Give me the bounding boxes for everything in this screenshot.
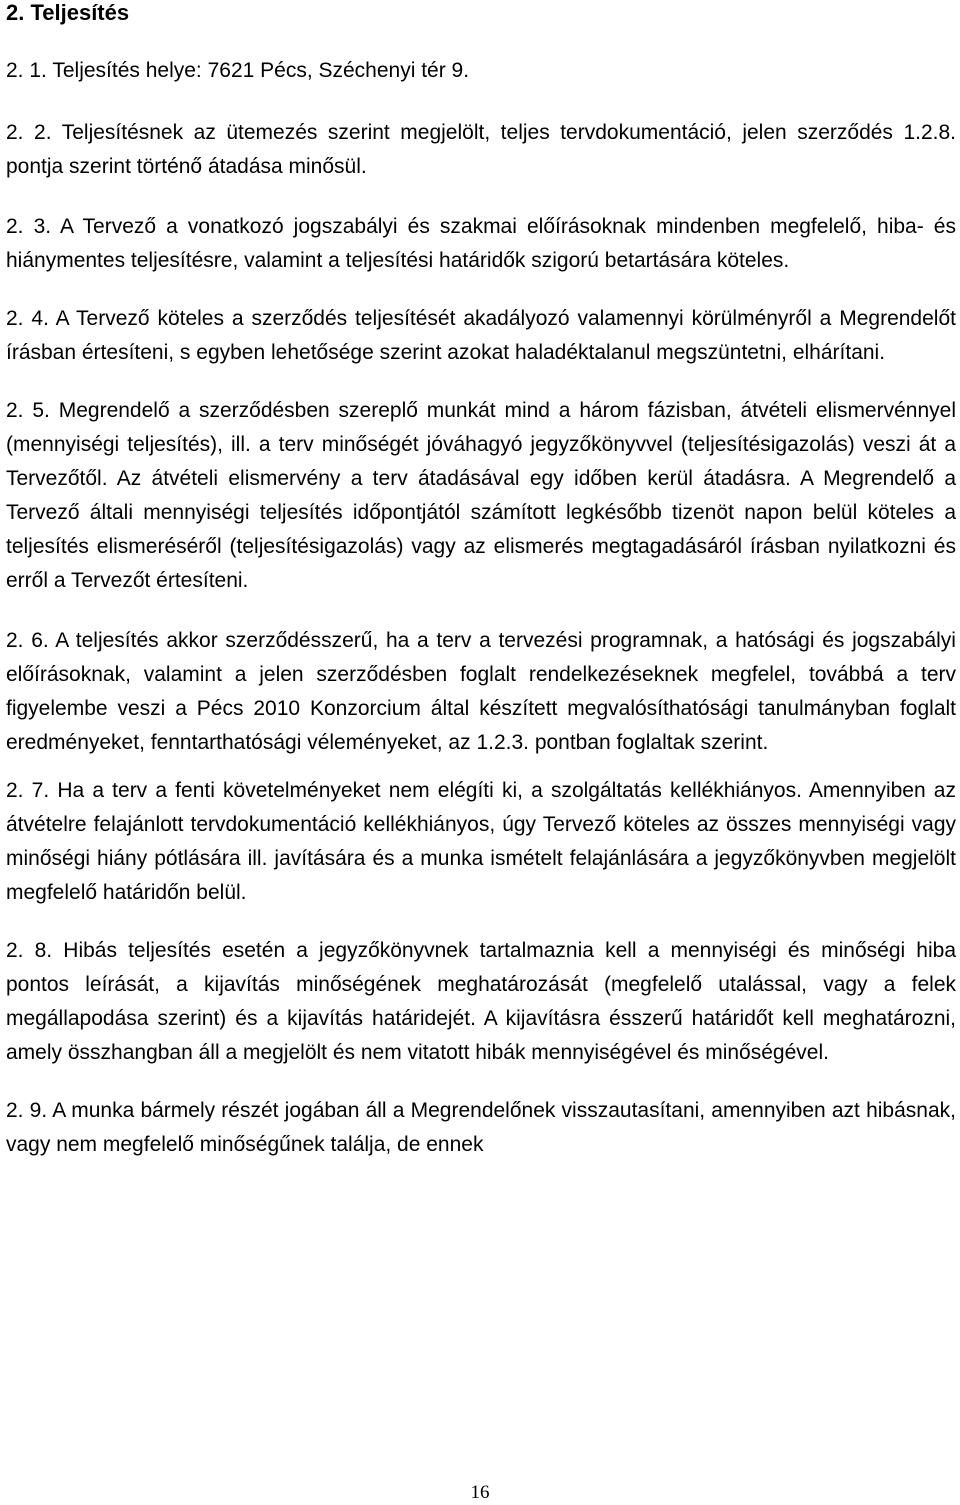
paragraph-2-6 (6, 624, 956, 760)
paragraph-text: Ha a terv a fenti követelményeket nem elégíti ki, a szolgáltatás kellékhiányos. Amennyiben az átvételre felajánlott tervdokumentáció kellékhiányos, úgy Tervező köteles az összes mennyiségi vagy minőségi hiány pótlására ill. javítására és a munka ismételt felajánlására a jegyzőkönyvben megjelölt megfelelő határidőn belül. (6, 779, 956, 904)
paragraph-2-2 (6, 116, 956, 184)
paragraph-text: A munka bármely részét jogában áll a Megrendelőnek visszautasítani, amennyiben azt hibásnak, vagy nem megfelelő minőségűnek találja, de ennek (6, 1099, 956, 1156)
paragraph-2-3 (6, 210, 956, 278)
paragraph-text: A Tervező köteles a szerződés teljesítését akadályozó valamennyi körülményről a Megrendelőt írásban értesíteni, s egyben lehetősége szerint azokat haladéktalanul megszüntetni, elhárítani. (6, 307, 956, 364)
paragraph-text: Teljesítésnek az ütemezés szerint megjelölt, teljes tervdokumentáció, jelen szerződés 1.2.8. pontja szerint történő átadása minősül. (6, 121, 956, 178)
paragraph-2-9 (6, 1094, 956, 1162)
paragraph-number: 2. 9. (6, 1099, 48, 1122)
paragraph-number: 2. 7. (6, 779, 50, 802)
paragraph-2-4 (6, 302, 956, 370)
paragraph-number: 2. 6. (6, 629, 49, 652)
paragraph-2-7 (6, 774, 956, 910)
paragraph-2-1 (6, 54, 956, 88)
paragraph-text: Megrendelő a szerződésben szereplő munkát mind a három fázisban, átvételi elismervénnyel (mennyiségi teljesítés), ill. a terv minőségét jóváhagyó jegyzőkönyvvel (teljesítésigazolás) veszi át a Tervezőtől. Az átvételi elismervény a terv átadásával egy időben kerül átadásra. A Megrendelő a Tervező általi mennyiségi teljesítés időpontjától számított legkésőbb tizenöt napon belül köteles a teljesítés elismeréséről (teljesítésigazolás) vagy az elismerés megtagadásáról írásban nyilatkozni és erről a Tervezőt értesíteni. (6, 399, 956, 592)
paragraph-text: A teljesítés akkor szerződésszerű, ha a terv a tervezési programnak, a hatósági és jogszabályi előírásoknak, valamint a jelen szerződésben foglalt rendelkezéseknek megfelel, továbbá a terv figyelembe veszi a Pécs 2010 Konzorcium által készített megvalósíthatósági tanulmányban foglalt eredményeket, fenntarthatósági véleményeket, az 1.2.3. pontban foglaltak szerint. (6, 629, 956, 754)
paragraph-text: Hibás teljesítés esetén a jegyzőkönyvnek tartalmaznia kell a mennyiségi és minőségi hiba pontos leírását, a kijavítás minőségének meghatározását (megfelelő utalással, vagy a felek megállapodása szerint) és a kijavítás határidejét. A kijavításra ésszerű határidőt kell meghatározni, amely összhangban áll a megjelölt és nem vitatott hibák mennyiségével és minőségével. (6, 939, 956, 1064)
paragraph-number: 2. 2. (6, 121, 52, 144)
paragraph-number: 2. 8. (6, 939, 53, 962)
page-number: 16 (470, 1482, 490, 1503)
section-heading: 2. Teljesítés (6, 0, 130, 25)
paragraph-number: 2. 1. (6, 59, 47, 82)
paragraph-number: 2. 4. (6, 307, 49, 330)
paragraph-text: A Tervező a vonatkozó jogszabályi és szakmai előírásoknak mindenben megfelelő, hiba- és hiánymentes teljesítésre, valamint a teljesítési határidők szigorú betartására köteles. (6, 215, 956, 272)
paragraph-2-8 (6, 934, 956, 1070)
paragraph-number: 2. 3. (6, 215, 52, 238)
paragraph-2-5 (6, 394, 956, 598)
paragraph-number: 2. 5. (6, 399, 50, 422)
document-page (6, 0, 956, 1162)
paragraph-text: Teljesítés helye: 7621 Pécs, Széchenyi tér 9. (52, 59, 470, 82)
